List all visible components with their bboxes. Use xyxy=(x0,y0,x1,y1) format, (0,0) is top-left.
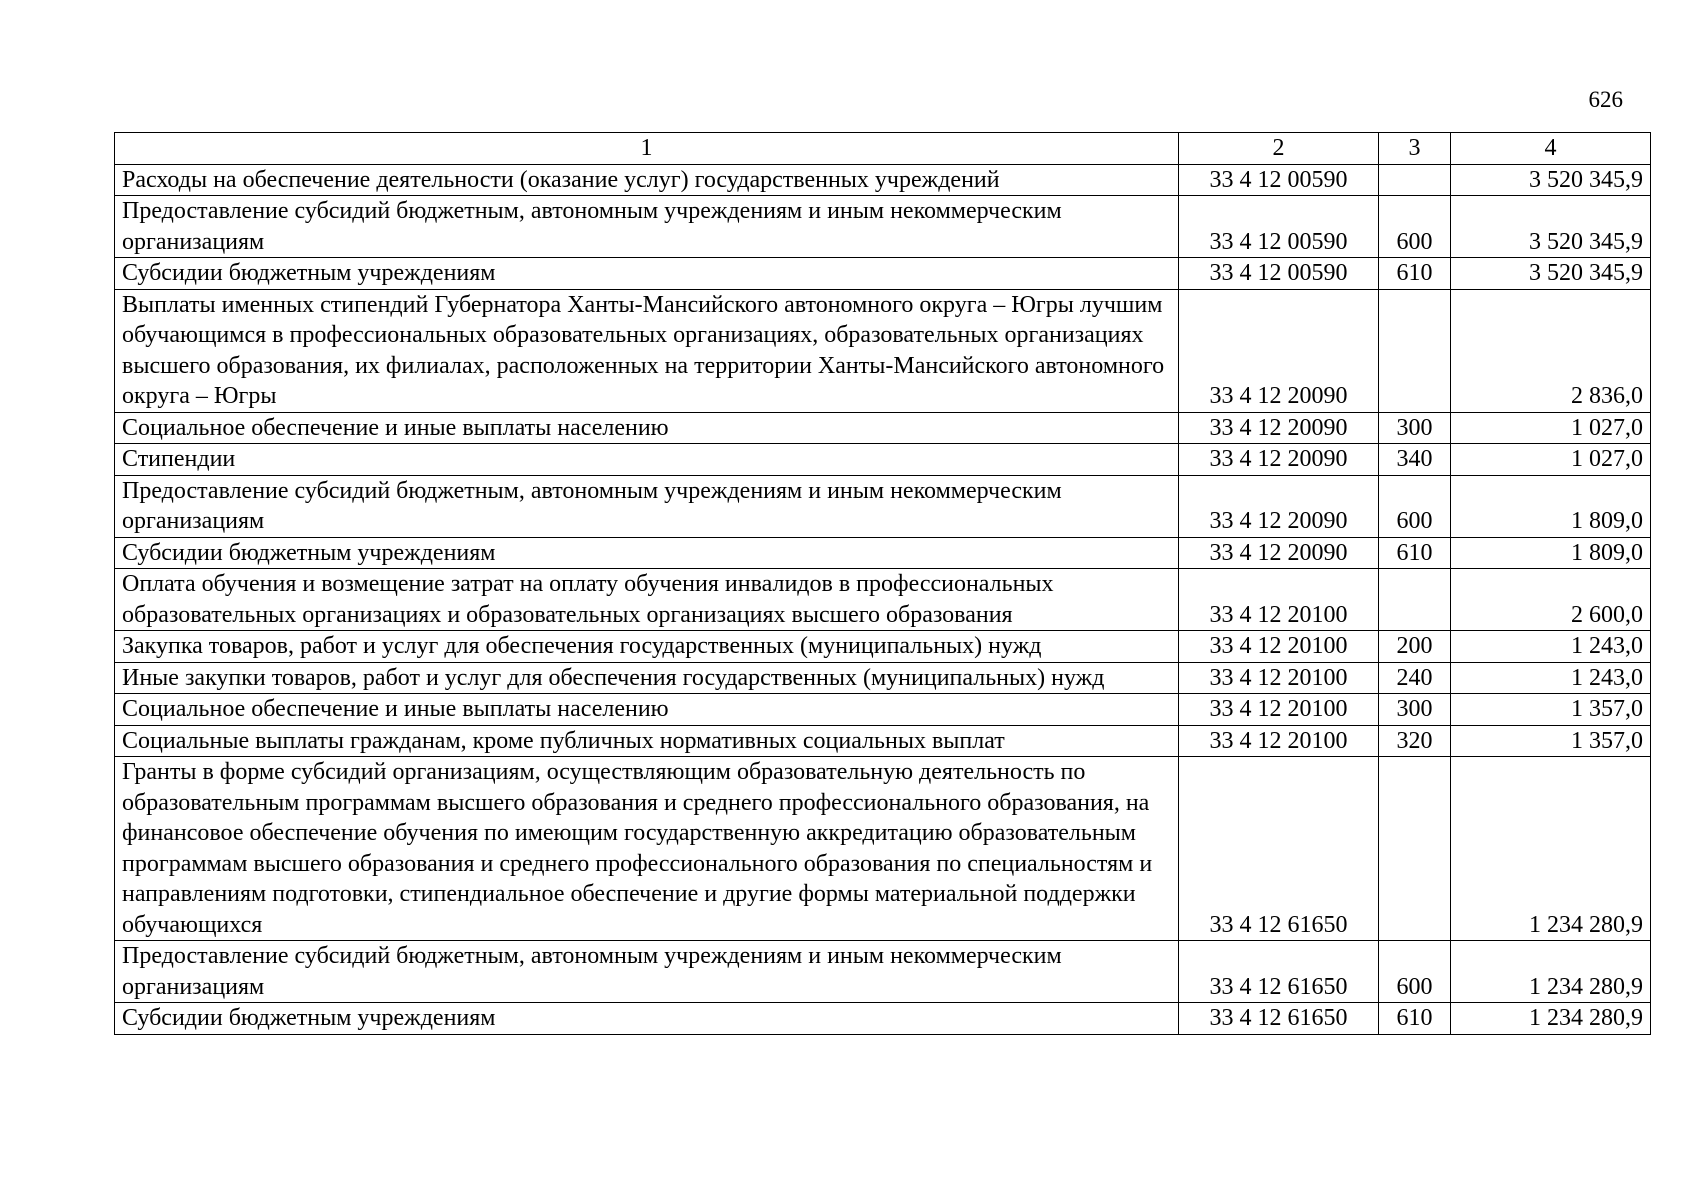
target-article-code: 33 4 12 61650 xyxy=(1179,1003,1379,1035)
budget-table xyxy=(114,132,1651,1035)
expense-type-code: 610 xyxy=(1379,258,1451,290)
expense-name: Оплата обучения и возмещение затрат на оплату обучения инвалидов в профессиональных образовательных организациях и образовательных организациях высшего образования xyxy=(115,569,1179,631)
amount: 1 243,0 xyxy=(1451,662,1651,694)
expense-type-code: 240 xyxy=(1379,662,1451,694)
amount: 3 520 345,9 xyxy=(1451,258,1651,290)
expense-name: Иные закупки товаров, работ и услуг для обеспечения государственных (муниципальных) нужд xyxy=(115,662,1179,694)
amount: 2 600,0 xyxy=(1451,569,1651,631)
target-article-code: 33 4 12 20100 xyxy=(1179,631,1379,663)
expense-type-code: 610 xyxy=(1379,537,1451,569)
table-row xyxy=(115,444,1651,476)
target-article-code: 33 4 12 00590 xyxy=(1179,196,1379,258)
amount: 1 809,0 xyxy=(1451,475,1651,537)
expense-type-code xyxy=(1379,569,1451,631)
expense-name: Социальные выплаты гражданам, кроме публичных нормативных социальных выплат xyxy=(115,725,1179,757)
table-row xyxy=(115,1003,1651,1035)
table-row xyxy=(115,412,1651,444)
target-article-code: 33 4 12 00590 xyxy=(1179,164,1379,196)
amount: 1 234 280,9 xyxy=(1451,757,1651,941)
expense-name: Выплаты именных стипендий Губернатора Ханты-Мансийского автономного округа – Югры лучшим обучающимся в профессиональных образовательных организациях, образовательных организациях высшего образования, их филиалах, расположенных на территории Ханты-Мансийского автономного округа – Югры xyxy=(115,289,1179,412)
amount: 2 836,0 xyxy=(1451,289,1651,412)
expense-type-code xyxy=(1379,164,1451,196)
expense-type-code: 200 xyxy=(1379,631,1451,663)
expense-name: Гранты в форме субсидий организациям, осуществляющим образовательную деятельность по образовательным программам высшего образования и среднего профессионального образования, на финансовое обеспечение обучения по имеющим государственную аккредитацию образовательным программам высшего образования и среднего профессионального образования по специальностям и направлениям подготовки, стипендиальное обеспечение и другие формы материальной поддержки обучающихся xyxy=(115,757,1179,941)
column-header-4: 4 xyxy=(1451,133,1651,165)
expense-name: Закупка товаров, работ и услуг для обеспечения государственных (муниципальных) нужд xyxy=(115,631,1179,663)
table-row xyxy=(115,569,1651,631)
column-header-3: 3 xyxy=(1379,133,1451,165)
amount: 1 234 280,9 xyxy=(1451,941,1651,1003)
expense-name: Предоставление субсидий бюджетным, автономным учреждениям и иным некоммерческим организациям xyxy=(115,196,1179,258)
target-article-code: 33 4 12 20090 xyxy=(1179,444,1379,476)
table-row xyxy=(115,164,1651,196)
table-row xyxy=(115,537,1651,569)
expense-name: Субсидии бюджетным учреждениям xyxy=(115,258,1179,290)
target-article-code: 33 4 12 20090 xyxy=(1179,412,1379,444)
expense-type-code: 600 xyxy=(1379,941,1451,1003)
table-row xyxy=(115,941,1651,1003)
column-header-1: 1 xyxy=(115,133,1179,165)
column-header-2: 2 xyxy=(1179,133,1379,165)
amount: 1 027,0 xyxy=(1451,412,1651,444)
expense-name: Стипендии xyxy=(115,444,1179,476)
table-row xyxy=(115,757,1651,941)
target-article-code: 33 4 12 20100 xyxy=(1179,569,1379,631)
target-article-code: 33 4 12 20090 xyxy=(1179,475,1379,537)
expense-type-code: 300 xyxy=(1379,694,1451,726)
expense-name: Расходы на обеспечение деятельности (оказание услуг) государственных учреждений xyxy=(115,164,1179,196)
table-header-row xyxy=(115,133,1651,165)
amount: 1 357,0 xyxy=(1451,694,1651,726)
expense-name: Предоставление субсидий бюджетным, автономным учреждениям и иным некоммерческим организациям xyxy=(115,475,1179,537)
expense-type-code: 610 xyxy=(1379,1003,1451,1035)
expense-name: Субсидии бюджетным учреждениям xyxy=(115,1003,1179,1035)
amount: 1 243,0 xyxy=(1451,631,1651,663)
amount: 3 520 345,9 xyxy=(1451,196,1651,258)
expense-type-code xyxy=(1379,757,1451,941)
expense-name: Социальное обеспечение и иные выплаты населению xyxy=(115,412,1179,444)
table-row xyxy=(115,725,1651,757)
target-article-code: 33 4 12 20090 xyxy=(1179,289,1379,412)
target-article-code: 33 4 12 00590 xyxy=(1179,258,1379,290)
table-row xyxy=(115,258,1651,290)
amount: 1 234 280,9 xyxy=(1451,1003,1651,1035)
expense-name: Предоставление субсидий бюджетным, автономным учреждениям и иным некоммерческим организациям xyxy=(115,941,1179,1003)
table-row xyxy=(115,196,1651,258)
target-article-code: 33 4 12 61650 xyxy=(1179,941,1379,1003)
expense-type-code xyxy=(1379,289,1451,412)
expense-name: Социальное обеспечение и иные выплаты населению xyxy=(115,694,1179,726)
target-article-code: 33 4 12 20100 xyxy=(1179,662,1379,694)
table-row xyxy=(115,631,1651,663)
target-article-code: 33 4 12 61650 xyxy=(1179,757,1379,941)
expense-name: Субсидии бюджетным учреждениям xyxy=(115,537,1179,569)
expense-type-code: 300 xyxy=(1379,412,1451,444)
amount: 3 520 345,9 xyxy=(1451,164,1651,196)
amount: 1 027,0 xyxy=(1451,444,1651,476)
expense-type-code: 600 xyxy=(1379,475,1451,537)
target-article-code: 33 4 12 20100 xyxy=(1179,725,1379,757)
amount: 1 809,0 xyxy=(1451,537,1651,569)
table-row xyxy=(115,662,1651,694)
expense-type-code: 600 xyxy=(1379,196,1451,258)
expense-type-code: 340 xyxy=(1379,444,1451,476)
table-row xyxy=(115,694,1651,726)
target-article-code: 33 4 12 20100 xyxy=(1179,694,1379,726)
amount: 1 357,0 xyxy=(1451,725,1651,757)
target-article-code: 33 4 12 20090 xyxy=(1179,537,1379,569)
table-row xyxy=(115,289,1651,412)
table-row xyxy=(115,475,1651,537)
page-number: 626 xyxy=(1588,87,1623,112)
expense-type-code: 320 xyxy=(1379,725,1451,757)
